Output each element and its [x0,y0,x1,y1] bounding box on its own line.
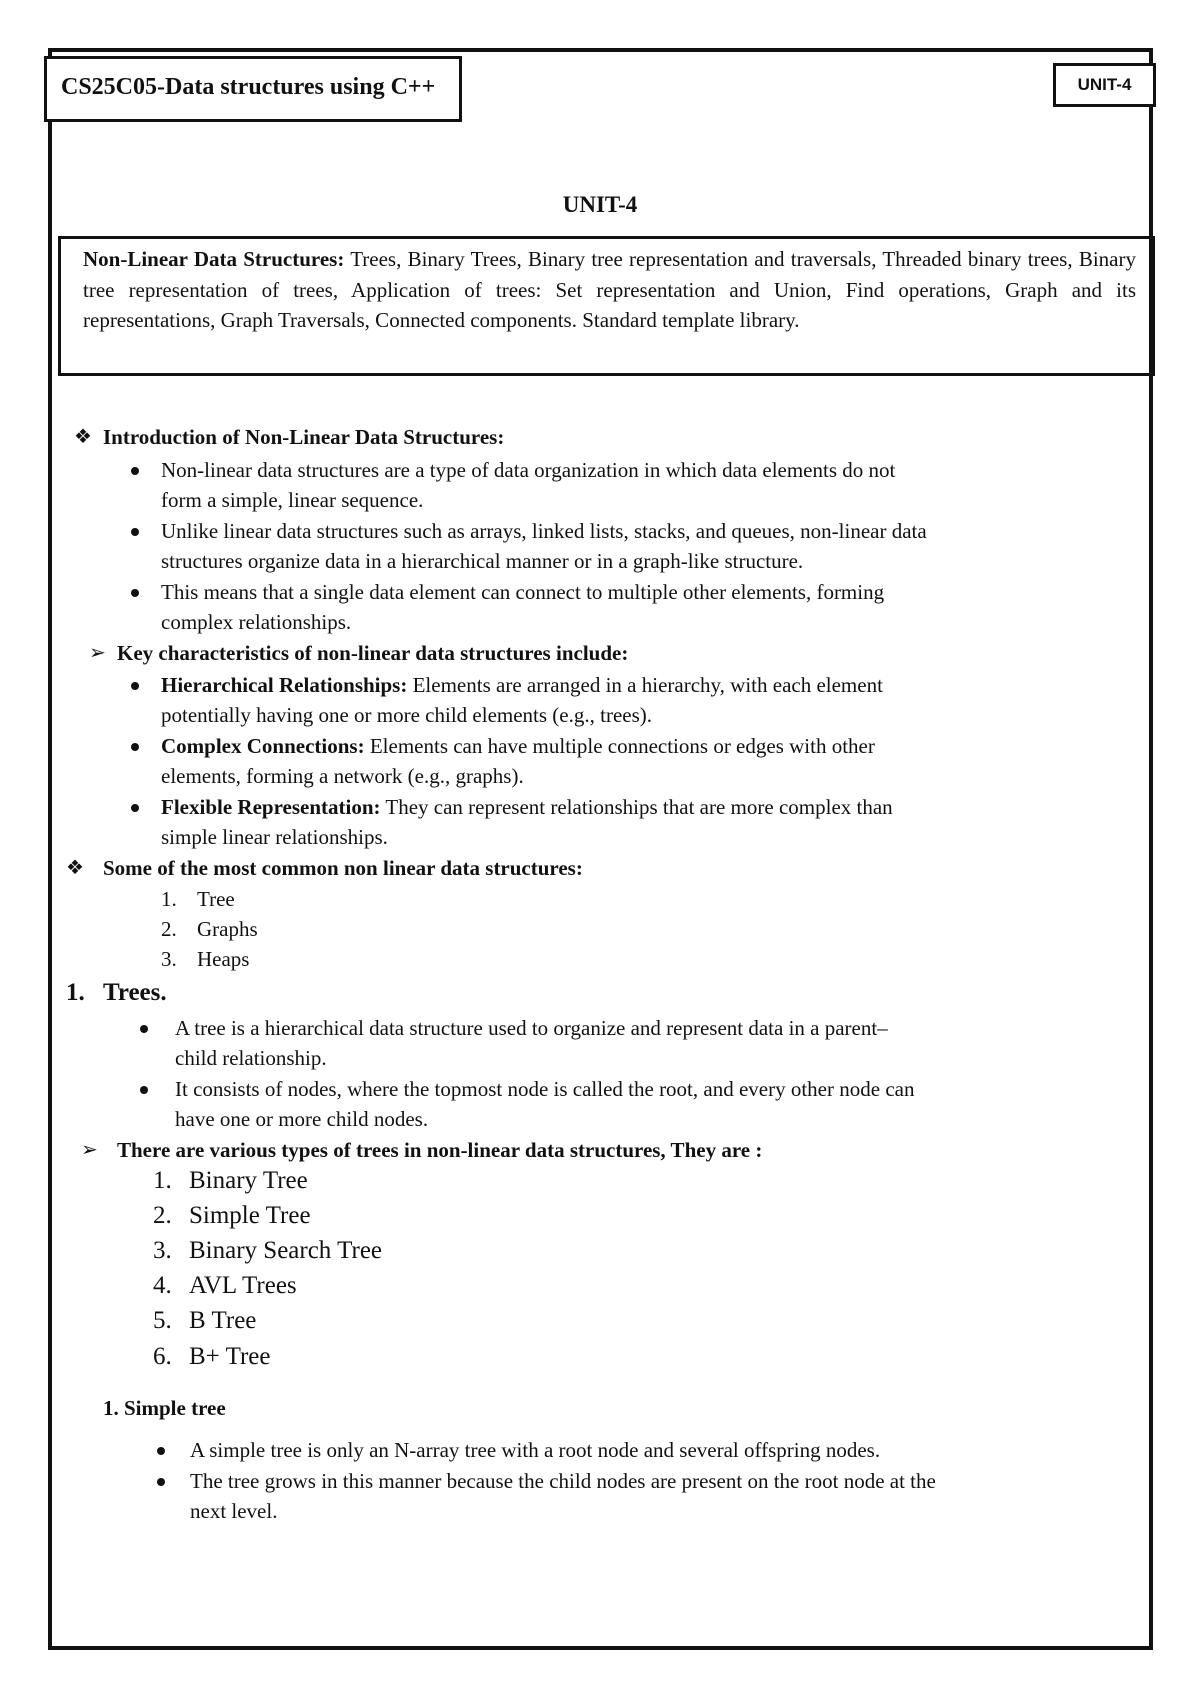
intro-heading: Introduction of Non-Linear Data Structures: [103,425,505,449]
type-2: Simple Tree [189,1202,311,1229]
characteristic-1-line-2: potentially having one or more child elements (e.g., trees). [161,703,653,727]
simple-tree-heading: 1. Simple tree [103,1396,226,1420]
characteristic-3-line-1 [161,792,893,822]
common-item-2-number: 2. [161,917,177,941]
common-item-3: Heaps [197,947,250,971]
characteristic-1-desc: Elements are arranged in a hierarchy, with each element [407,673,883,697]
trees-heading: Trees. [103,979,167,1006]
trees-number: 1. [66,979,85,1006]
type-3: Binary Search Tree [189,1237,383,1264]
characteristic-2-line-1 [161,731,875,761]
course-title: CS25C05-Data structures using C++ [44,56,462,122]
intro-bullet-2-line-2: structures organize data in a hierarchical manner or in a graph-like structure. [161,549,804,573]
unit-heading: UNIT-4 [562,192,638,217]
bullet-dot [157,1447,165,1455]
bullet-dot [131,682,139,690]
trees-bullet-2-line-1: It consists of nodes, where the topmost node is called the root, and every other node can [175,1077,915,1101]
diamond-bullet-icon: ❖ [74,426,92,448]
simple-tree-bullet-2-line-2: next level. [190,1499,278,1523]
type-6: B+ Tree [189,1343,271,1370]
bullet-dot [131,743,139,751]
intro-bullet-1-line-2: form a simple, linear sequence. [161,488,424,512]
type-1: Binary Tree [189,1167,308,1194]
type-5-number: 5. [153,1307,172,1334]
bullet-dot [131,589,139,597]
characteristic-3-desc: They can represent relationships that are more complex than [380,795,893,819]
characteristic-2-desc: Elements can have multiple connections or edges with other [364,734,875,758]
bullet-dot [131,528,139,536]
arrow-bullet-icon: ➢ [89,642,106,664]
intro-bullet-3-line-1: This means that a single data element can connect to multiple other elements, forming [161,580,885,604]
characteristic-3-term: Flexible Representation: [161,795,381,819]
syllabus-label: Non-Linear Data Structures: [83,247,345,271]
arrow-bullet-icon: ➢ [81,1139,98,1161]
simple-tree-bullet-2-line-1: The tree grows in this manner because the child nodes are present on the root node at the [190,1469,936,1493]
type-4-number: 4. [153,1272,172,1299]
common-item-1-number: 1. [161,887,177,911]
type-6-number: 6. [153,1343,172,1370]
type-5: B Tree [189,1307,257,1334]
diamond-bullet-icon: ❖ [66,857,84,879]
bullet-dot [157,1478,165,1486]
common-item-3-number: 3. [161,947,177,971]
intro-bullet-3-line-2: complex relationships. [161,610,352,634]
type-4: AVL Trees [189,1272,297,1299]
syllabus-text: Trees, Binary Trees, Binary tree representation and traversals, Threaded binary trees, Binary tree representation of trees, Application of trees: Set representation and Union, Find operations, Graph and its representations, Graph Traversals, Connected components. Standard template library. [83,247,1136,332]
type-2-number: 2. [153,1202,172,1229]
syllabus-box [58,236,1155,376]
characteristic-2-term: Complex Connections: [161,734,365,758]
characteristic-2-line-2: elements, forming a network (e.g., graphs). [161,764,524,788]
bullet-dot [140,1025,148,1033]
common-item-1: Tree [197,887,235,911]
characteristic-1-line-1 [161,670,883,700]
trees-bullet-1-line-2: child relationship. [175,1046,327,1070]
bullet-dot [140,1086,148,1094]
bullet-dot [131,804,139,812]
characteristic-1-term: Hierarchical Relationships: [161,673,408,697]
common-heading: Some of the most common non linear data structures: [103,856,583,880]
bullet-dot [131,467,139,475]
characteristic-3-line-2: simple linear relationships. [161,825,388,849]
trees-bullet-2-line-2: have one or more child nodes. [175,1107,429,1131]
simple-tree-bullet-1: A simple tree is only an N-array tree with a root node and several offspring nodes. [190,1438,881,1462]
trees-bullet-1-line-1: A tree is a hierarchical data structure used to organize and represent data in a parent– [175,1016,888,1040]
types-heading: There are various types of trees in non-linear data structures, They are : [117,1138,763,1162]
intro-bullet-1-line-1: Non-linear data structures are a type of data organization in which data elements do not [161,458,896,482]
unit-tag: UNIT-4 [1053,63,1156,107]
characteristics-heading: Key characteristics of non-linear data structures include: [117,641,629,665]
intro-bullet-2-line-1: Unlike linear data structures such as arrays, linked lists, stacks, and queues, non-linear data [161,519,927,543]
type-1-number: 1. [153,1167,172,1194]
common-item-2: Graphs [197,917,258,941]
type-3-number: 3. [153,1237,172,1264]
